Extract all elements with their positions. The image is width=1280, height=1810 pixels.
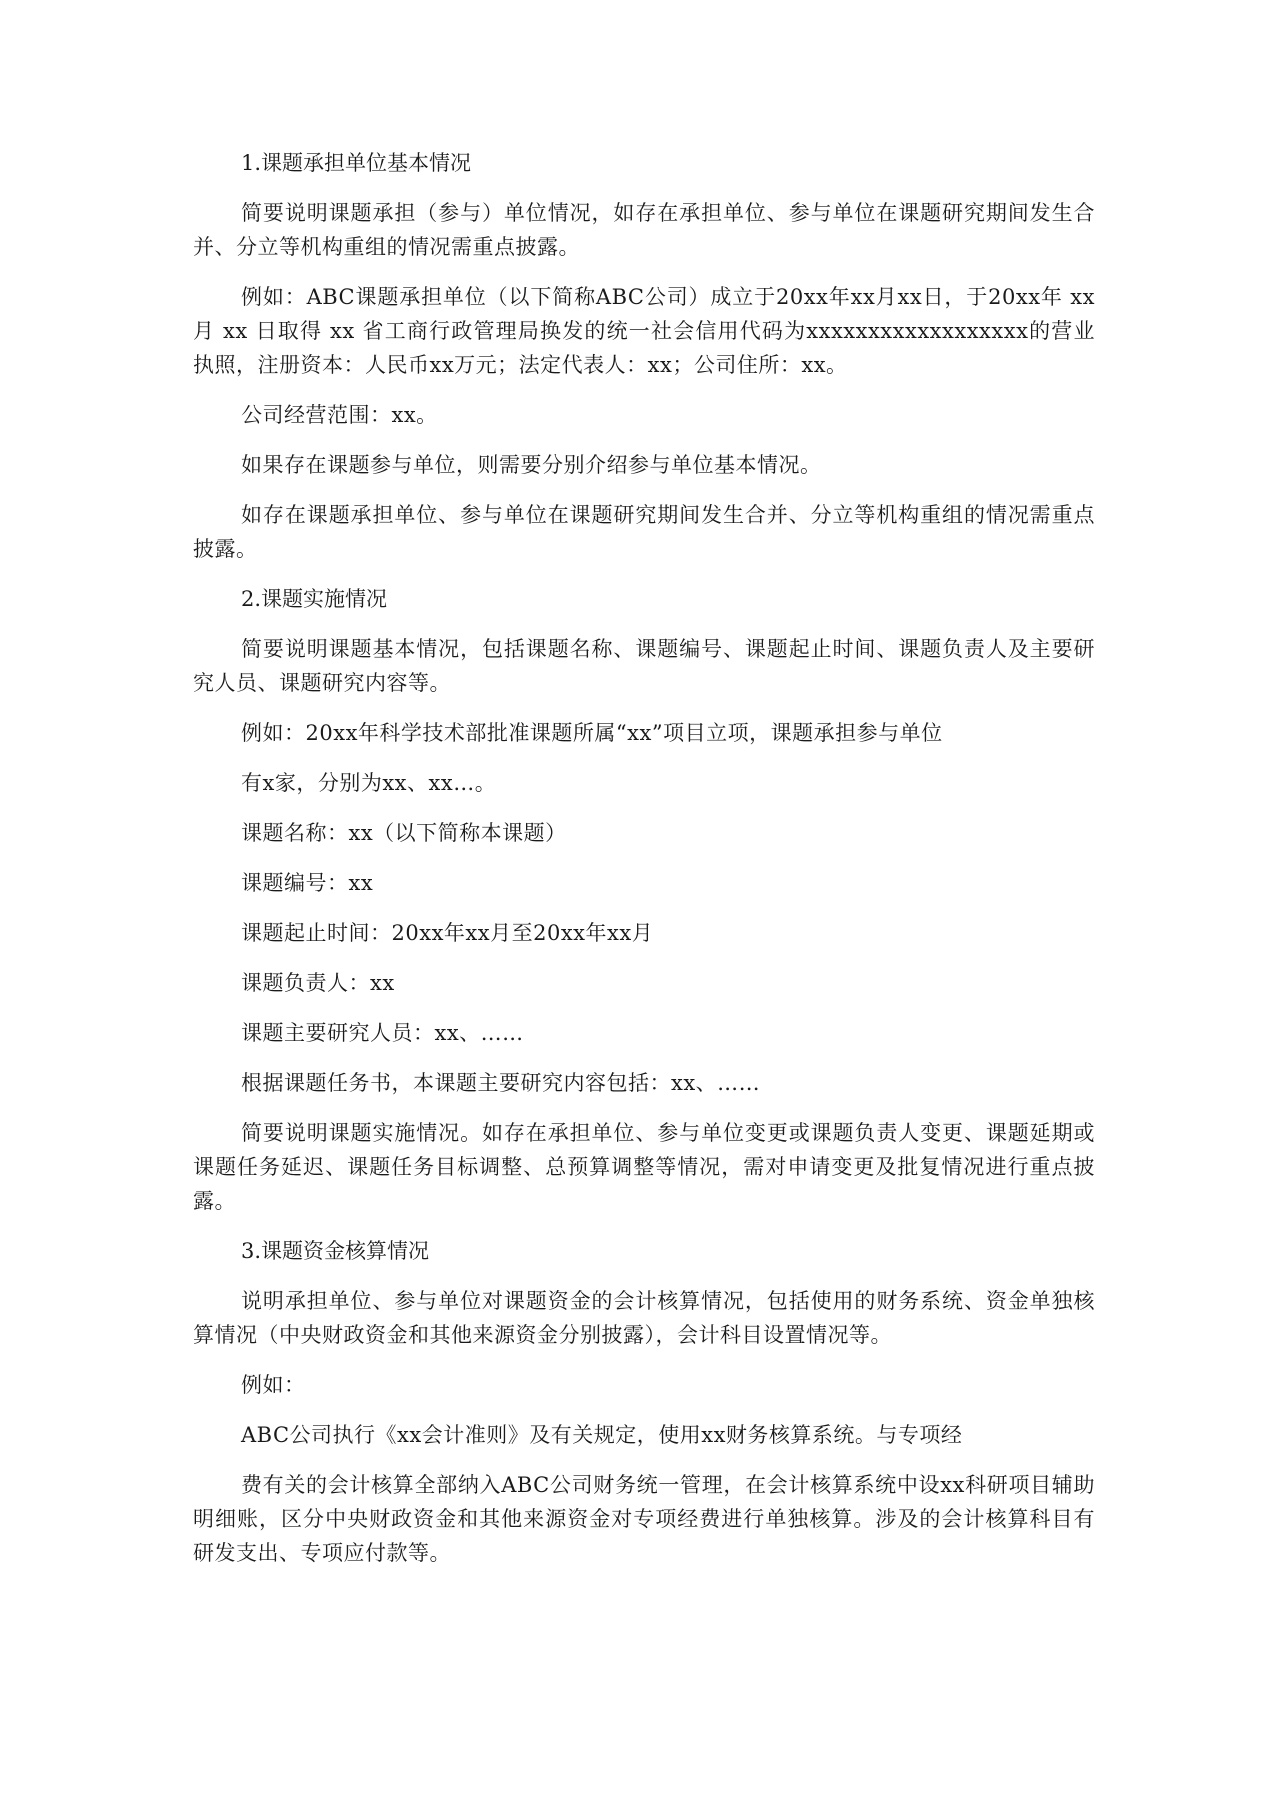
section2-researchers: 课题主要研究人员：xx、…… [241, 1021, 524, 1045]
document-page [193, 146, 1095, 1570]
section2-heading: 2.课题实施情况 [241, 587, 388, 611]
section3-example-line1: ABC公司执行《xx会计准则》及有关规定，使用xx财务核算系统。与专项经 [241, 1423, 963, 1447]
section2-intro: 简要说明课题基本情况，包括课题名称、课题编号、课题起止时间、课题负责人及主要研究人员、课题研究内容等。 [193, 637, 1095, 695]
section2-project-period: 课题起止时间：20xx年xx月至20xx年xx月 [241, 921, 654, 945]
section3-example-label: 例如： [241, 1373, 306, 1397]
section1-restructure: 如存在课题承担单位、参与单位在课题研究期间发生合并、分立等机构重组的情况需重点披露。 [193, 503, 1095, 561]
section2-project-number: 课题编号：xx [241, 871, 374, 895]
section1-example: 例如：ABC课题承担单位（以下简称ABC公司）成立于20xx年xx月xx日，于20xx年 xx 月 xx 日取得 xx 省工商行政管理局换发的统一社会信用代码为xxxxxxxxxxxxxxxxxx的营业执照，注册资本：人民币xx万元；法定代表人：xx；公司住所：xx。 [193, 285, 1095, 377]
section2-research-content: 根据课题任务书，本课题主要研究内容包括：xx、…… [241, 1071, 761, 1095]
section1-scope: 公司经营范围：xx。 [241, 403, 438, 427]
section2-example-line2: 有x家，分别为xx、xx…。 [241, 771, 497, 795]
section2-project-leader: 课题负责人：xx [241, 971, 395, 995]
section3-intro: 说明承担单位、参与单位对课题资金的会计核算情况，包括使用的财务系统、资金单独核算情况（中央财政资金和其他来源资金分别披露），会计科目设置情况等。 [193, 1289, 1095, 1347]
section1-heading: 1.课题承担单位基本情况 [241, 151, 472, 175]
section2-project-name: 课题名称：xx（以下简称本课题） [241, 821, 567, 845]
section2-implementation: 简要说明课题实施情况。如存在承担单位、参与单位变更或课题负责人变更、课题延期或课题任务延迟、课题任务目标调整、总预算调整等情况，需对申请变更及批复情况进行重点披露。 [193, 1121, 1095, 1213]
section2-example-line1: 例如：20xx年科学技术部批准课题所属“xx”项目立项，课题承担参与单位 [241, 721, 943, 745]
section1-participants: 如果存在课题参与单位，则需要分别介绍参与单位基本情况。 [241, 453, 822, 477]
section3-heading: 3.课题资金核算情况 [241, 1239, 430, 1263]
section3-example-line2: 费有关的会计核算全部纳入ABC公司财务统一管理，在会计核算系统中设xx科研项目辅助明细账，区分中央财政资金和其他来源资金对专项经费进行单独核算。涉及的会计核算科目有研发支出、专项应付款等。 [193, 1473, 1095, 1565]
section1-intro: 简要说明课题承担（参与）单位情况，如存在承担单位、参与单位在课题研究期间发生合并、分立等机构重组的情况需重点披露。 [193, 201, 1095, 259]
